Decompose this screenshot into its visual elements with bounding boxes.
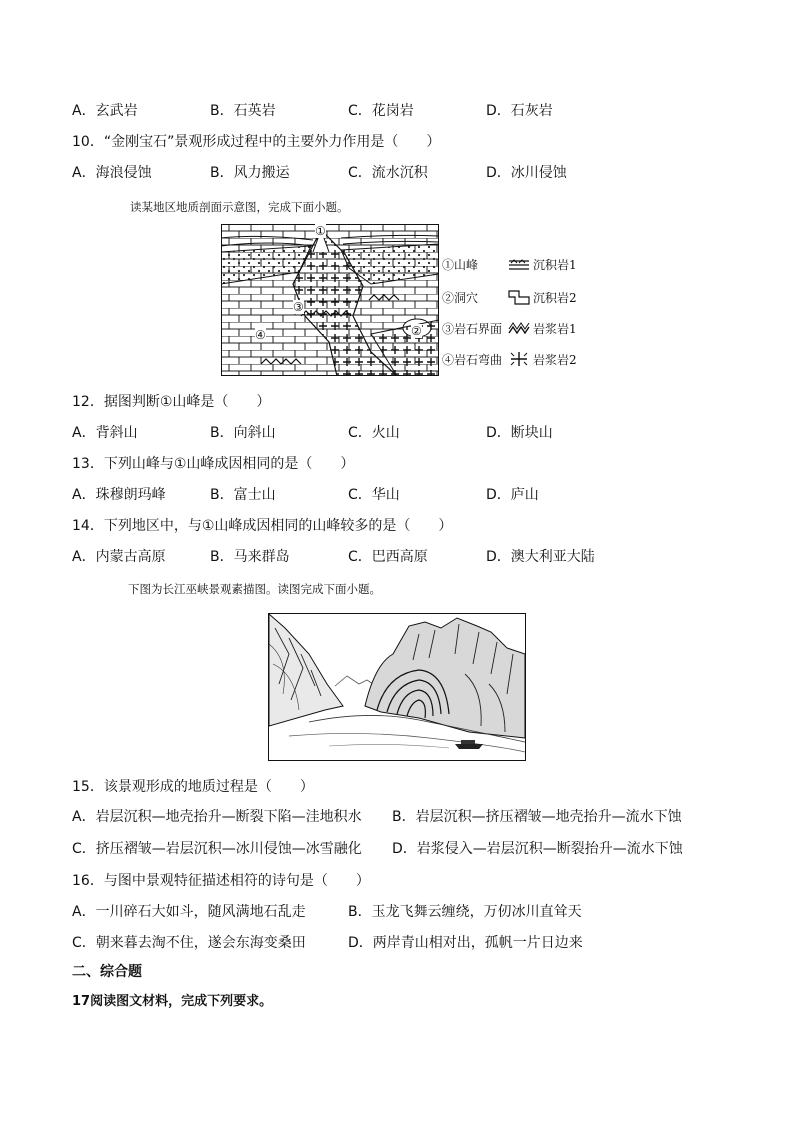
geologic-section-figure (221, 224, 439, 376)
wu-gorge-sketch-figure (268, 613, 526, 761)
boundary-mark: ③ (293, 300, 304, 314)
legend-sedimentary-2: 沉积岩2 (533, 291, 577, 305)
legend-sedimentary-1: 沉积岩1 (533, 258, 577, 272)
legend-boundary: ③岩石界面 (442, 322, 503, 336)
q14-stem: 14．下列地区中，与①山峰成因相同的山峰较多的是（ ） (72, 518, 453, 534)
sedimentary-1-symbol-icon (507, 257, 531, 273)
q15-option-b: B．岩层沉积—挤压褶皱—地壳抬升—流水下蚀 (392, 809, 682, 825)
sedimentary-2-symbol-icon (507, 288, 531, 306)
intro-wu-gorge-sketch: 下图为长江巫峡景观素描图。读图完成下面小题。 (128, 582, 381, 596)
q9-option-d: D．石灰岩 (486, 103, 553, 119)
q16-option-a: A．一川碎石大如斗，随风满地石乱走 (72, 904, 306, 920)
q12-option-d: D．断块山 (486, 425, 553, 441)
igneous-1-symbol-icon (507, 319, 531, 337)
q14-option-b: B．马来群岛 (210, 549, 290, 565)
intro-geologic-section: 读某地区地质剖面示意图，完成下面小题。 (130, 200, 349, 214)
wu-gorge-sketch-drawing (269, 614, 525, 760)
legend-igneous-1: 岩浆岩1 (533, 322, 577, 336)
legend-igneous-2: 岩浆岩2 (533, 353, 577, 367)
q10-option-d: D．冰川侵蚀 (486, 165, 567, 181)
q14-option-c: C．巴西高原 (348, 549, 428, 565)
bend-mark: ④ (255, 328, 266, 342)
q16-option-b: B．玉龙飞舞云缠绕，万仞冰川直耸天 (348, 904, 582, 920)
q15-option-a: A．岩层沉积—地壳抬升—断裂下陷—洼地积水 (72, 809, 362, 825)
q12-option-b: B．向斜山 (210, 425, 276, 441)
q9-option-a: A．玄武岩 (72, 103, 138, 119)
q9-option-b: B．石英岩 (210, 103, 276, 119)
q13-option-a: A．珠穆朗玛峰 (72, 487, 166, 503)
q12-option-c: C．火山 (348, 425, 400, 441)
q16-option-d: D．两岸青山相对出，孤帆一片日边来 (348, 935, 583, 951)
q16-stem: 16．与图中景观特征描述相符的诗句是（ ） (72, 873, 370, 889)
legend-cave: ②洞穴 (442, 291, 479, 305)
q14-option-a: A．内蒙古高原 (72, 549, 166, 565)
cave-mark: ② (411, 324, 422, 338)
q15-option-d: D．岩浆侵入—岩层沉积—断裂抬升—流水下蚀 (392, 841, 683, 857)
q13-option-d: D．庐山 (486, 487, 539, 503)
geologic-section-drawing (221, 224, 439, 376)
igneous-2-symbol-icon (507, 350, 531, 368)
q13-option-b: B．富士山 (210, 487, 276, 503)
q12-option-a: A．背斜山 (72, 425, 138, 441)
legend-peak: ①山峰 (442, 258, 479, 272)
q10-stem: 10．“金刚宝石”景观形成过程中的主要外力作用是（ ） (72, 134, 441, 150)
q13-option-c: C．华山 (348, 487, 400, 503)
legend-bend: ④岩石弯曲 (442, 353, 503, 367)
q10-option-a: A．海浪侵蚀 (72, 165, 152, 181)
q12-stem: 12．据图判断①山峰是（ ） (72, 394, 271, 410)
q15-option-c: C．挤压褶皱—岩层沉积—冰川侵蚀—冰雪融化 (72, 841, 362, 857)
q10-option-c: C．流水沉积 (348, 165, 428, 181)
q13-stem: 13．下列山峰与①山峰成因相同的是（ ） (72, 456, 355, 472)
q15-stem: 15．该景观形成的地质过程是（ ） (72, 779, 314, 795)
q10-option-b: B．风力搬运 (210, 165, 290, 181)
peak-mark: ① (315, 224, 326, 238)
section-comprehensive-heading: 二、综合题 (72, 964, 142, 980)
q14-option-d: D．澳大利亚大陆 (486, 549, 595, 565)
q9-option-c: C．花岗岩 (348, 103, 414, 119)
q16-option-c: C．朝来暮去淘不住，遂会东海变桑田 (72, 935, 306, 951)
q17-stem: 17阅读图文材料，完成下列要求。 (72, 994, 273, 1009)
